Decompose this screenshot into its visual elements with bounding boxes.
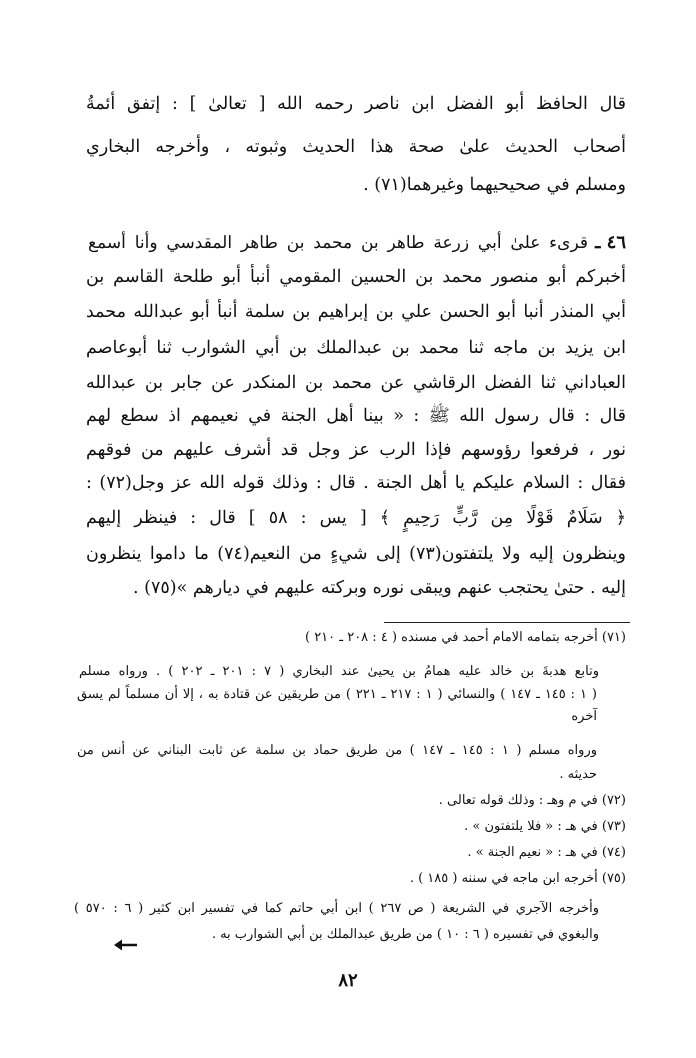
- footnote-71-line-2: وتابع هدبةَ بن خالد عليه همامُ بن يحيىٰ عند البخاري ( ٧ : ٢٠١ ـ ٢٠٢ ) . ورواه مسلم: [79, 664, 599, 679]
- paragraph1-line-3: ومسلم في صحيحيهما وغيرهما(٧١) .: [363, 175, 626, 195]
- hadith-line-4: ابن يزيد بن ماجه ثنا محمد بن عبدالملك بن أبي الشوارب ثنا أبوعاصم: [86, 338, 626, 358]
- footnote-75-line-3: والبغوي في تفسيره ( ٦ : ١٠ ) من طريق عبدالملك بن أبي الشوارب به .: [211, 927, 599, 942]
- hadith-line-6: قال : قال رسول الله ﷺ : « بينا أهل الجنة في نعيمهم اذ سطع لهم: [86, 406, 626, 426]
- hadith-line-10: وينظرون إليه ولا يلتفتون(٧٣) إلى شيءٍ من النعيم(٧٤) ما داموا ينظرون: [86, 544, 626, 564]
- hadith-line-11: إليه . حتىٰ يحتجب عنهم ويبقى نوره وبركته عليهم في ديارهم »(٧٥) .: [132, 578, 626, 598]
- hadith-line-9-quran: ﴿ سَلَامٌ قَوْلًا مِن رَّبٍّ رَحِيمٍ ﴾ [ يس : ٥٨ ] قال : فينظر إليهم: [86, 508, 626, 528]
- footnote-75-line-1: (٧٥) أخرجه ابن ماجه في سننه ( ١٨٥ ) .: [409, 871, 626, 886]
- footnote-75-line-2: وأخرجه الآجري في الشريعة ( ص ٢٦٧ ) ابن أبي حاتم كما في تفسير ابن كثير ( ٦ : ٥٧٠ ): [74, 901, 599, 916]
- footnote-71-line-6: حديثه .: [559, 767, 597, 782]
- hadith-number: ٤٦ ـ: [595, 232, 626, 253]
- footnote-74: (٧٤) في هـ : « نعيم الجنة » .: [467, 845, 626, 860]
- footnote-71-line-5: ورواه مسلم ( ١ : ١٤٥ ـ ١٤٧ ) من طريق حماد بن سلمة عن ثابت البناني عن أنس من: [77, 743, 597, 758]
- hadith-line-5: العباداني ثنا الفضل الرقاشي عن محمد بن المنكدر عن جابر بن عبدالله: [86, 373, 626, 393]
- hadith-line-1: قرىء علىٰ أبي زرعة طاهر بن محمد بن طاهر المقدسي وأنا أسمع: [88, 233, 588, 253]
- hadith-line-2: أخبركم أبو منصور محمد بن الحسين المقومي أنبأ أبو طلحة القاسم بن: [86, 267, 626, 287]
- hadith-line-7: نور ، فرفعوا رؤوسهم فإذا الرب عز وجل قد أشرف عليهم من فوقهم: [86, 440, 626, 460]
- footnote-72: (٧٢) في م وهـ : وذلك قوله تعالى .: [438, 793, 626, 808]
- footnote-73: (٧٣) في هـ : « فلا يلتفتون » .: [464, 819, 626, 834]
- page-number: ٨٢: [338, 970, 358, 991]
- footnote-71-line-1: (٧١) أخرجه بتمامه الامام أحمد في مسنده ( ٤ : ٢٠٨ ـ ٢١٠ ): [304, 630, 626, 645]
- footnote-divider: [384, 622, 630, 623]
- left-arrow-icon: [114, 938, 138, 952]
- paragraph1-line-1: قال الحافظ أبو الفضل ابن ناصر رحمه الله [ تعالىٰ ] : إتفق أئمةُ: [86, 94, 626, 114]
- hadith-line-8: فقال : السلام عليكم يا أهل الجنة . قال : وذلك قوله الله عز وجل(٧٢) :: [86, 473, 626, 493]
- paragraph1-line-2: أصحاب الحديث علىٰ صحة هذا الحديث وثبوته ، وأخرجه البخاري: [86, 137, 626, 157]
- hadith-line-3: أبي المنذر أنبا أبو الحسن علي بن إبراهيم بن سلمة أنبأ أبو عبدالله محمد: [86, 302, 626, 322]
- footnote-71-line-3: ( ١ : ١٤٥ ـ ١٤٧ ) والنسائي ( ١ : ٢١٧ ـ ٢٢١ ) من طريقين عن قتادة به ، إلا أن مسلماً لم يسق: [77, 687, 597, 702]
- footnote-71-line-4: آخره: [571, 709, 597, 724]
